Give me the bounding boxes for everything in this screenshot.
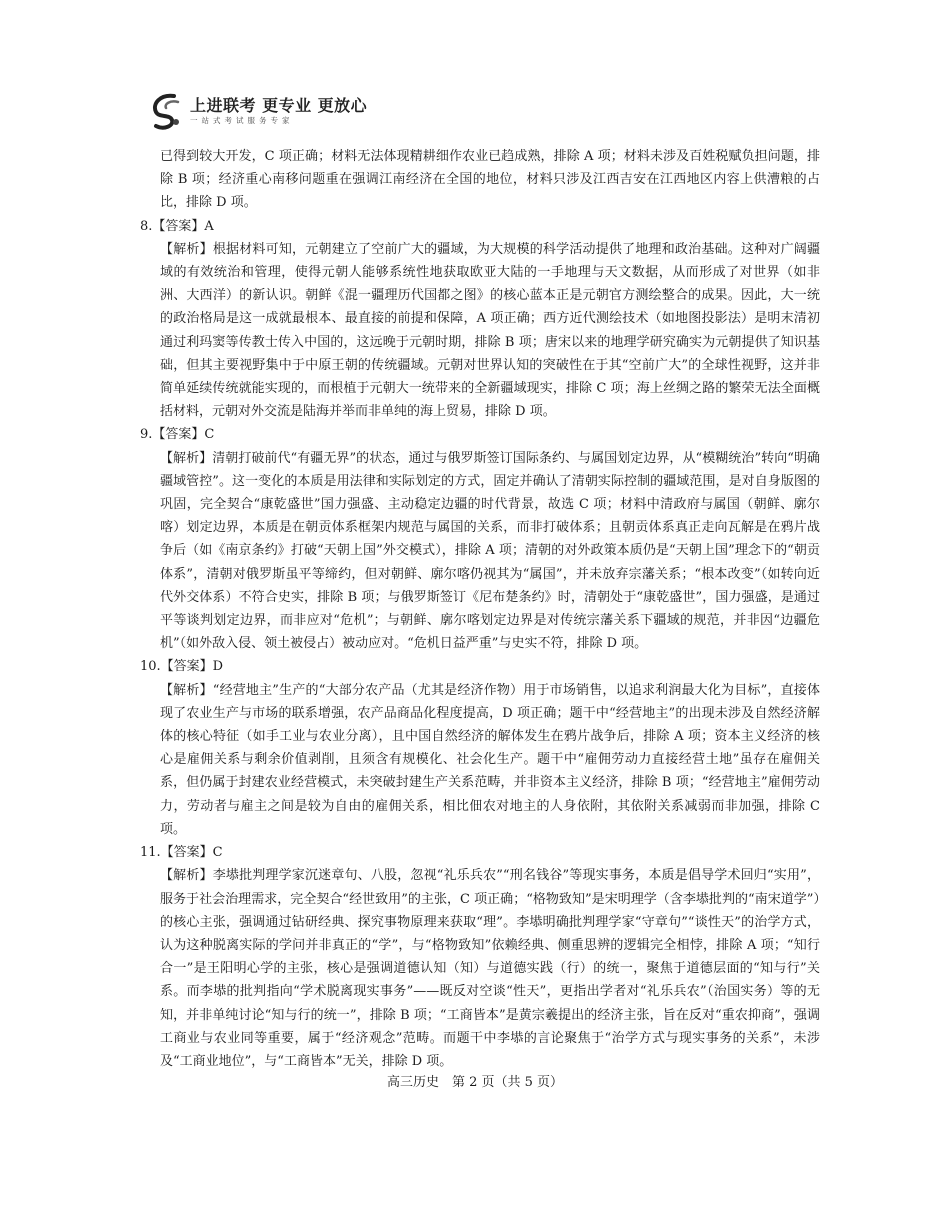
- brand-logo-icon: [148, 92, 184, 132]
- q9-answer: 9.【答案】C: [140, 427, 215, 443]
- page-footer: 高三历史 第 2 页（共 5 页）: [386, 1075, 564, 1090]
- brand-tagline: 一站式考试服务专家: [190, 116, 294, 125]
- q8-answer: 8.【答案】A: [140, 218, 214, 234]
- q8-analysis: 【解析】根据材料可知，元朝建立了空前广大的疆域，为大规模的科学活动提供了地理和政治基础。这种对广阔疆域的有效统治和管理，使得元朝人能够系统性地获取欧亚大陆的一手地理与天文数据，从而形成了对世界（如非洲、大西洋）的新认识。朝鲜《混一疆理历代国都之图》的核心蓝本正是元朝官方测绘整合的成果。因此，大一统的政治格局是这一成就最根本、最直接的前提和保障，A 项正确；西方近代测绘技术（如地图投影法）是明末清初通过利玛窦等传教士传入中国的，这远晚于元朝时期，排除 B 项；唐宋以来的地理学研究确实为元朝提供了知识基础，但其主要视野集中于中原王朝的传统疆域。元朝对世界认知的突破性在于其“空前广大”的全球性视野，这并非简单延续传统就能实现的，而根植于元朝大一统带来的全新疆域现实，排除 C 项；海上丝绸之路的繁荣无法全面概括材料，元朝对外交流是陆海并举而非单纯的海上贸易，排除 D 项。: [160, 241, 820, 420]
- brand-block: [190, 97, 367, 127]
- brand-slogan: 上进联考 更专业 更放心: [190, 96, 368, 115]
- q10-answer: 10.【答案】D: [140, 659, 224, 675]
- q11-analysis: 【解析】李塨批判理学家沉迷章句、八股，忽视“礼乐兵农”“刑名钱谷”等现实事务，本质是倡导学术回归“实用”，服务于社会治理需求，完全契合“经世致用”的主张，C 项正确；“格物致知”是宋明理学（含李塨批判的“南宋道学”）的核心主张，强调通过钻研经典、探究事物原理来获取“理”。李塨明确批判理学家“守章句”“谈性天”的治学方式，认为这种脱离实际的学问并非真正的“学”，与“格物致知”依赖经典、侧重思辨的逻辑完全相悖，排除 A 项；“知行合一”是王阳明心学的主张，核心是强调道德认知（知）与道德实践（行）的统一，聚焦于道德层面的“知与行”关系。而李塨的批判指向“学术脱离现实事务”——既反对空谈“性天”，更指出学者对“礼乐兵农”（治国实务）等的无知，并非单纯讨论“知与行的统一”，排除 B 项；“工商皆本”是黄宗羲提出的经济主张，旨在反对“重农抑商”，强调工商业与农业同等重要，属于“经济观念”范畴。而题干中李塨的言论聚焦于“治学方式与现实事务的关系”，未涉及“工商业地位”，与“工商皆本”无关，排除 D 项。: [160, 868, 820, 1069]
- header: [148, 90, 367, 134]
- intro-paragraph: 已得到较大开发，C 项正确；材料无法体现精耕细作农业已趋成熟，排除 A 项；材料未涉及百姓税赋负担问题，排除 B 项；经济重心南移问题重在强调江南经济在全国的地位，材料只涉及江西吉安在江西地区内容上供漕粮的占比，排除 D 项。: [160, 149, 820, 211]
- answer-content: [140, 145, 820, 1073]
- q10-analysis: 【解析】“经营地主”生产的“大部分农产品（尤其是经济作物）用于市场销售，以追求利润最大化为目标”，直接体现了农业生产与市场的联系增强，农产品商品化程度提高，D 项正确；题干中“经营地主”的出现未涉及自然经济解体的核心特征（如手工业与农业分离），且中国自然经济的解体发生在鸦片战争后，排除 A 项；资本主义经济的核心是雇佣关系与剩余价值剥削，且须含有规模化、社会化生产。题干中“雇佣劳动力直接经营土地”虽存在雇佣关系，但仍属于封建农业经营模式，未突破封建生产关系范畴，并非资本主义经济，排除 B 项；“经营地主”雇佣劳动力，劳动者与雇主之间是较为自由的雇佣关系，相比佃农对地主的人身依附，其依附关系减弱而非加强，排除 C 项。: [160, 682, 820, 837]
- q9-analysis: 【解析】清朝打破前代“有疆无界”的状态，通过与俄罗斯签订国际条约、与属国划定边界，从“模糊统治”转向“明确疆域管控”。这一变化的本质是用法律和实际划定的方式，固定并确认了清朝实际控制的疆域范围，是对自身版图的巩固，完全契合“康乾盛世”国力强盛、主动稳定边疆的时代背景，故选 C 项；材料中清政府与属国（朝鲜、廓尔喀）划定边界，本质是在朝贡体系框架内规范与属国的关系，而非打破体系；且朝贡体系真正走向瓦解是在鸦片战争后（如《南京条约》打破“天朝上国”外交模式），排除 A 项；清朝的对外政策本质仍是“天朝上国”理念下的“朝贡体系”，清朝对俄罗斯虽平等缔约，但对朝鲜、廓尔喀仍视其为“属国”，并未放弃宗藩关系；“根本改变”（如转向近代外交体系）不符合史实，排除 B 项；与俄罗斯签订《尼布楚条约》时，清朝处于“康乾盛世”，国力强盛，是通过平等谈判划定边界，而非应对“危机”；与朝鲜、廓尔喀划定边界是对传统宗藩关系下疆域的规范，并非因“边疆危机”（如外敌入侵、领土被侵占）被动应对。“危机日益严重”与史实不符，排除 D 项。: [160, 450, 820, 652]
- q11-answer: 11.【答案】C: [140, 845, 223, 861]
